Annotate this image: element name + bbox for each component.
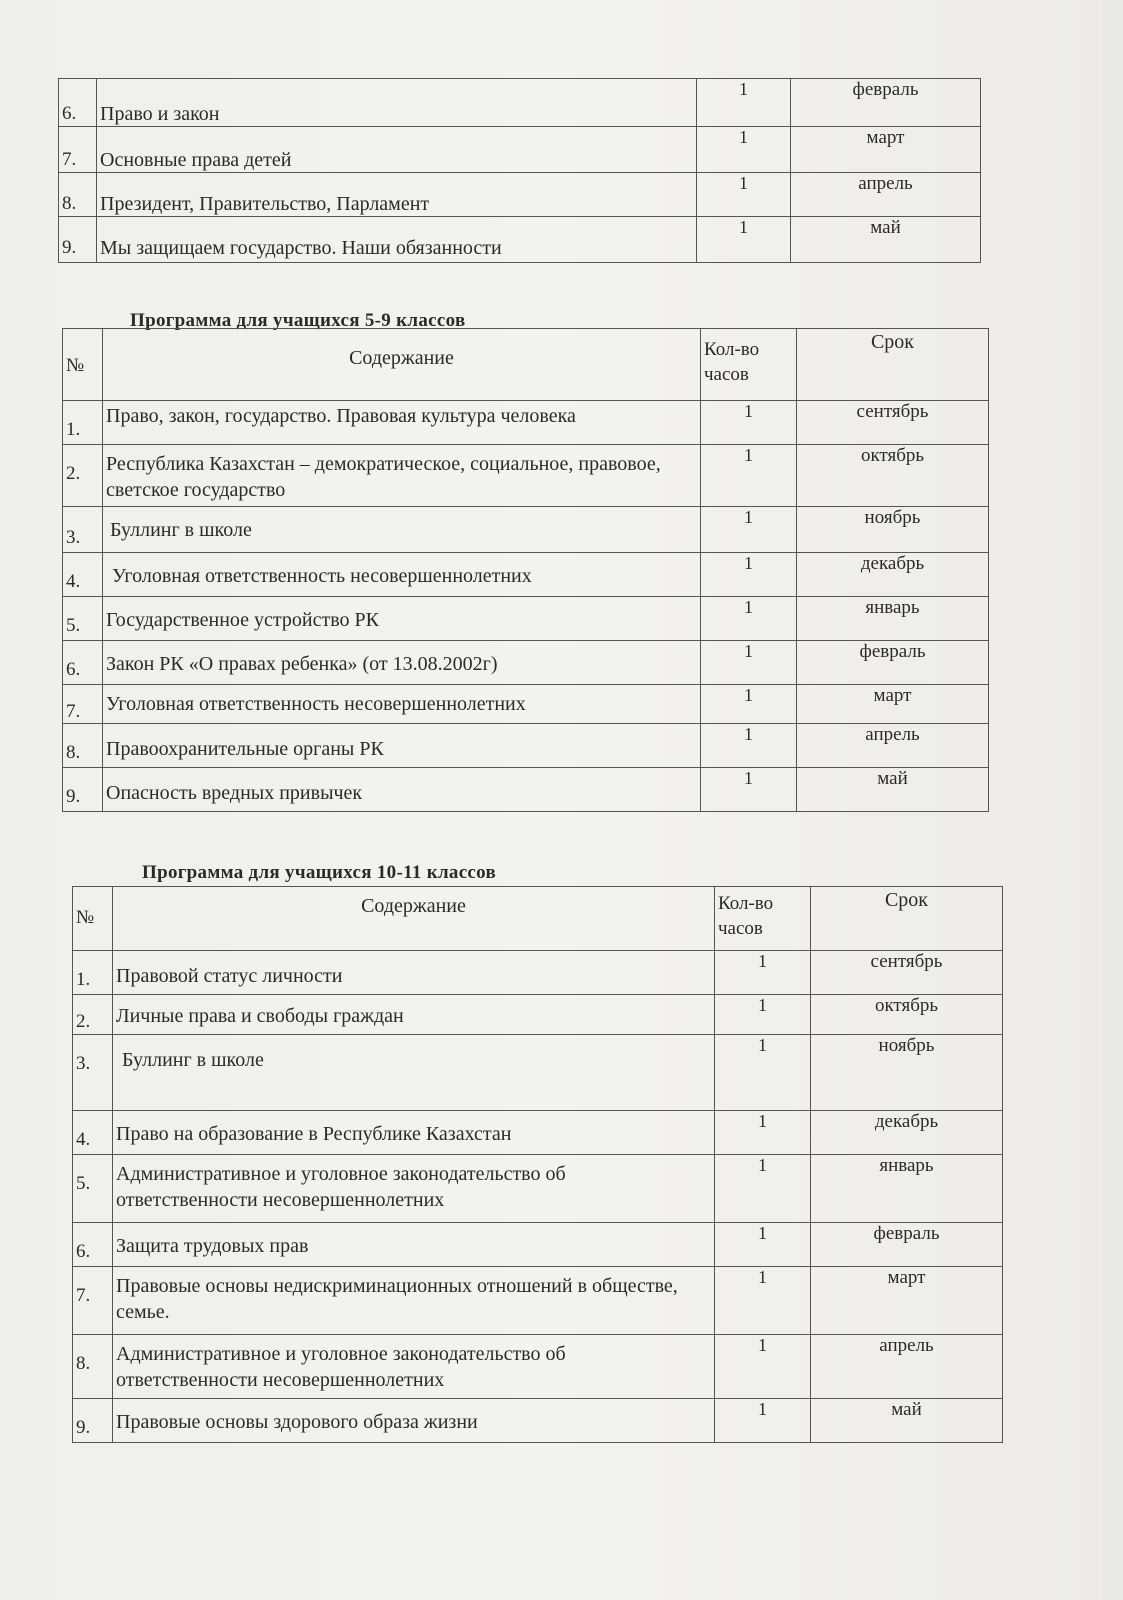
row-number: 9. bbox=[63, 768, 103, 812]
row-term: март bbox=[811, 1267, 1003, 1335]
row-content: Государственное устройство РК bbox=[103, 597, 701, 641]
table-row bbox=[73, 1267, 1003, 1335]
row-content: Опасность вредных привычек bbox=[103, 768, 701, 812]
table-row bbox=[63, 401, 989, 445]
row-number: 4. bbox=[63, 553, 103, 597]
header-hours: Кол-во часов bbox=[701, 329, 797, 401]
row-term: январь bbox=[811, 1155, 1003, 1223]
table-row bbox=[63, 641, 989, 685]
row-number: 6. bbox=[63, 641, 103, 685]
table-top bbox=[58, 78, 981, 263]
row-hours: 1 bbox=[715, 1111, 811, 1155]
row-content: Уголовная ответственность несовершеннолетних bbox=[103, 553, 701, 597]
row-number: 3. bbox=[63, 507, 103, 553]
row-term: февраль bbox=[811, 1223, 1003, 1267]
table-header-row bbox=[63, 329, 989, 401]
row-content: Защита трудовых прав bbox=[113, 1223, 715, 1267]
row-term: декабрь bbox=[797, 553, 989, 597]
row-content: Буллинг в школе bbox=[103, 507, 701, 553]
table-row bbox=[59, 173, 981, 217]
row-content: Буллинг в школе bbox=[113, 1035, 715, 1111]
row-term: май bbox=[797, 768, 989, 812]
row-hours: 1 bbox=[715, 951, 811, 995]
row-term: март bbox=[797, 685, 989, 724]
header-content: Содержание bbox=[103, 329, 701, 401]
header-number: № bbox=[73, 887, 113, 951]
row-hours: 1 bbox=[697, 217, 791, 263]
table-row bbox=[73, 1035, 1003, 1111]
row-content: Республика Казахстан – демократическое, социальное, правовое, светское государство bbox=[103, 445, 701, 507]
row-term: апрель bbox=[797, 724, 989, 768]
row-number: 5. bbox=[73, 1155, 113, 1223]
row-term: апрель bbox=[791, 173, 981, 217]
row-number: 2. bbox=[63, 445, 103, 507]
table-row bbox=[59, 127, 981, 173]
table-row bbox=[73, 1335, 1003, 1399]
row-number: 7. bbox=[59, 127, 97, 173]
row-term: сентябрь bbox=[811, 951, 1003, 995]
row-number: 7. bbox=[63, 685, 103, 724]
row-term: октябрь bbox=[811, 995, 1003, 1035]
table-row bbox=[73, 951, 1003, 995]
row-hours: 1 bbox=[715, 1399, 811, 1443]
row-content: Правовые основы недискриминационных отношений в обществе, семье. bbox=[113, 1267, 715, 1335]
row-number: 1. bbox=[63, 401, 103, 445]
table-row bbox=[63, 685, 989, 724]
row-content: Административное и уголовное законодательство об ответственности несовершеннолетних bbox=[113, 1335, 715, 1399]
row-number: 6. bbox=[73, 1223, 113, 1267]
row-number: 8. bbox=[63, 724, 103, 768]
row-content: Административное и уголовное законодательство об ответственности несовершеннолетних bbox=[113, 1155, 715, 1223]
row-number: 8. bbox=[59, 173, 97, 217]
row-hours: 1 bbox=[701, 724, 797, 768]
row-number: 2. bbox=[73, 995, 113, 1035]
row-content: Президент, Правительство, Парламент bbox=[97, 173, 697, 217]
table-10-11 bbox=[72, 886, 1003, 1443]
row-term: апрель bbox=[811, 1335, 1003, 1399]
row-term: февраль bbox=[791, 79, 981, 127]
row-content: Правоохранительные органы РК bbox=[103, 724, 701, 768]
row-hours: 1 bbox=[715, 1035, 811, 1111]
row-number: 9. bbox=[59, 217, 97, 263]
row-term: май bbox=[811, 1399, 1003, 1443]
row-hours: 1 bbox=[697, 79, 791, 127]
row-hours: 1 bbox=[701, 445, 797, 507]
table-row bbox=[63, 597, 989, 641]
row-hours: 1 bbox=[697, 173, 791, 217]
row-hours: 1 bbox=[701, 685, 797, 724]
table-row bbox=[73, 1223, 1003, 1267]
row-hours: 1 bbox=[715, 1155, 811, 1223]
table-row bbox=[63, 724, 989, 768]
row-number: 4. bbox=[73, 1111, 113, 1155]
row-term: ноябрь bbox=[811, 1035, 1003, 1111]
row-term: январь bbox=[797, 597, 989, 641]
row-hours: 1 bbox=[701, 401, 797, 445]
row-term: май bbox=[791, 217, 981, 263]
row-number: 8. bbox=[73, 1335, 113, 1399]
row-content: Личные права и свободы граждан bbox=[113, 995, 715, 1035]
table-header-row bbox=[73, 887, 1003, 951]
header-number: № bbox=[63, 329, 103, 401]
row-hours: 1 bbox=[715, 1223, 811, 1267]
row-number: 7. bbox=[73, 1267, 113, 1335]
section-title-10-11: Программа для учащихся 10-11 классов bbox=[142, 862, 497, 883]
header-term: Срок bbox=[811, 887, 1003, 951]
row-term: ноябрь bbox=[797, 507, 989, 553]
row-hours: 1 bbox=[701, 507, 797, 553]
row-content: Мы защищаем государство. Наши обязанности bbox=[97, 217, 697, 263]
row-content: Право и закон bbox=[97, 79, 697, 127]
row-term: декабрь bbox=[811, 1111, 1003, 1155]
table-row bbox=[73, 995, 1003, 1035]
table-row bbox=[73, 1111, 1003, 1155]
row-hours: 1 bbox=[715, 1335, 811, 1399]
row-hours: 1 bbox=[697, 127, 791, 173]
row-hours: 1 bbox=[701, 768, 797, 812]
row-number: 3. bbox=[73, 1035, 113, 1111]
table-row bbox=[59, 79, 981, 127]
row-hours: 1 bbox=[701, 597, 797, 641]
row-content: Право, закон, государство. Правовая культура человека bbox=[103, 401, 701, 445]
row-term: сентябрь bbox=[797, 401, 989, 445]
row-hours: 1 bbox=[701, 553, 797, 597]
table-row bbox=[63, 445, 989, 507]
table-row bbox=[73, 1399, 1003, 1443]
row-content: Право на образование в Республике Казахстан bbox=[113, 1111, 715, 1155]
row-content: Правовые основы здорового образа жизни bbox=[113, 1399, 715, 1443]
header-hours: Кол-во часов bbox=[715, 887, 811, 951]
row-content: Закон РК «О правах ребенка» (от 13.08.2002г) bbox=[103, 641, 701, 685]
row-content: Основные права детей bbox=[97, 127, 697, 173]
row-number: 9. bbox=[73, 1399, 113, 1443]
table-5-9 bbox=[62, 328, 989, 812]
row-number: 6. bbox=[59, 79, 97, 127]
header-term: Срок bbox=[797, 329, 989, 401]
table-row bbox=[59, 217, 981, 263]
row-term: март bbox=[791, 127, 981, 173]
row-hours: 1 bbox=[715, 995, 811, 1035]
row-number: 5. bbox=[63, 597, 103, 641]
header-content: Содержание bbox=[113, 887, 715, 951]
row-hours: 1 bbox=[701, 641, 797, 685]
table-row bbox=[63, 507, 989, 553]
row-term: октябрь bbox=[797, 445, 989, 507]
table-row bbox=[73, 1155, 1003, 1223]
row-number: 1. bbox=[73, 951, 113, 995]
table-row bbox=[63, 553, 989, 597]
row-content: Уголовная ответственность несовершеннолетних bbox=[103, 685, 701, 724]
row-term: февраль bbox=[797, 641, 989, 685]
row-hours: 1 bbox=[715, 1267, 811, 1335]
row-content: Правовой статус личности bbox=[113, 951, 715, 995]
section-title-5-9: Программа для учащихся 5-9 классов bbox=[130, 310, 466, 331]
table-row bbox=[63, 768, 989, 812]
